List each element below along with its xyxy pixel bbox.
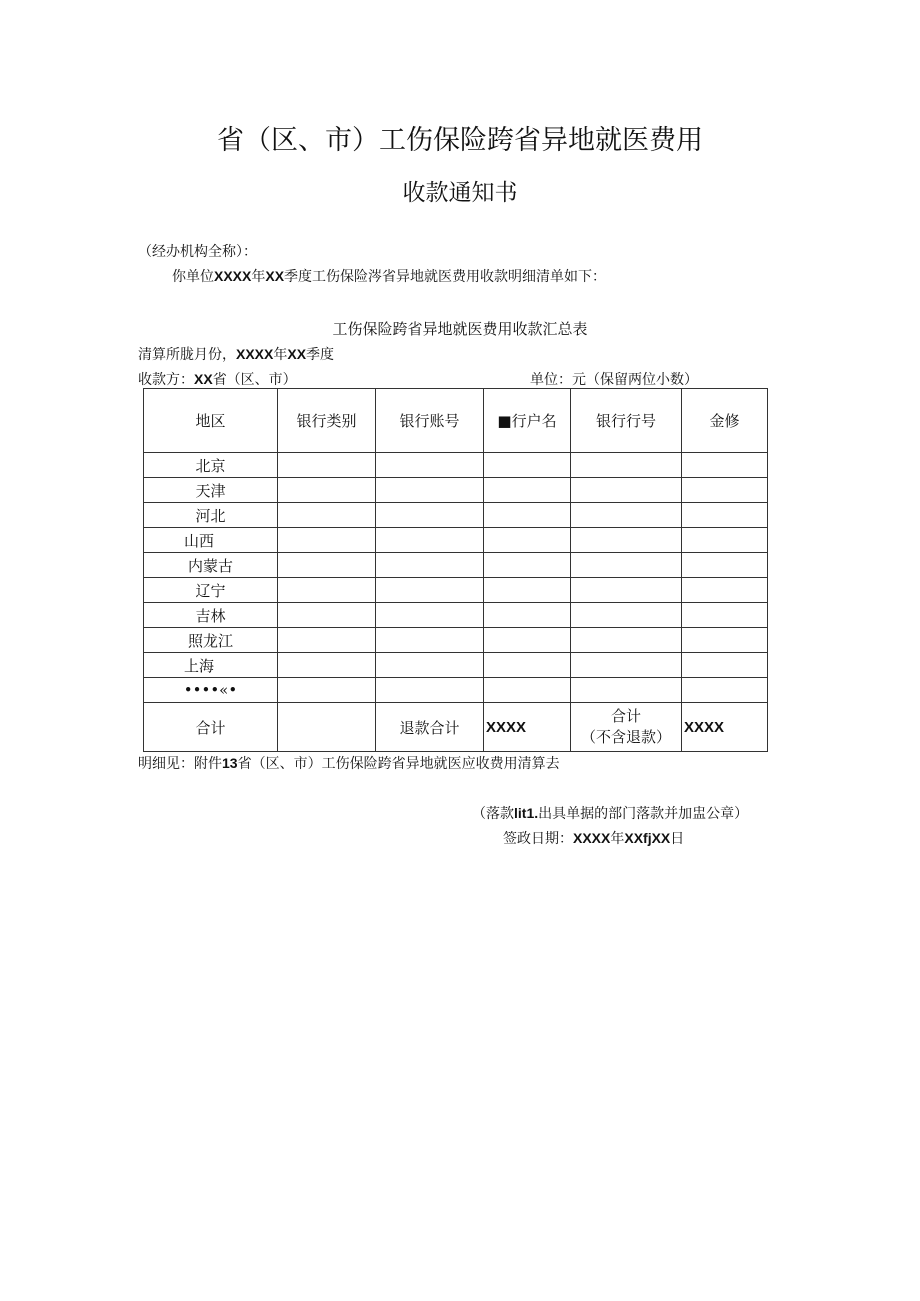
detail-note-num: 13 — [222, 755, 238, 771]
table-cell — [278, 628, 376, 653]
settlement-mid: 年 — [273, 347, 288, 363]
region-cell: 河北 — [144, 503, 278, 528]
intro-paragraph — [172, 266, 606, 286]
summary-table — [143, 388, 768, 752]
table-cell — [571, 478, 682, 503]
table-cell — [571, 628, 682, 653]
intro-mid: 年 — [251, 269, 266, 285]
table-cell — [278, 503, 376, 528]
table-cell — [484, 453, 571, 478]
stamp-note — [472, 803, 748, 823]
stamp-note-mid: lit1. — [514, 805, 539, 821]
stamp-note-prefix: （落款 — [472, 806, 514, 822]
total-row — [144, 703, 768, 752]
total-excl-refund-label — [571, 703, 682, 752]
column-header: 地区 — [144, 389, 278, 453]
region-cell: 吉林 — [144, 603, 278, 628]
table-cell — [484, 503, 571, 528]
table-cell — [682, 553, 768, 578]
table-cell — [484, 553, 571, 578]
column-header: ■行户名 — [484, 389, 571, 453]
table-cell — [278, 678, 376, 703]
table-row — [144, 678, 768, 703]
column-header: 银行类别 — [278, 389, 376, 453]
column-header: 银行账号 — [376, 389, 484, 453]
table-cell — [682, 578, 768, 603]
table-row — [144, 478, 768, 503]
total-excl-line2: （不含退款） — [580, 728, 671, 746]
region-cell: 上海 — [144, 653, 278, 678]
table-cell — [682, 478, 768, 503]
intro-quarter: XX — [265, 268, 285, 284]
document-title-line1: 省（区、市）工伤保险跨省异地就医费用 — [217, 125, 703, 156]
stamp-note-suffix: 出具单据的部门落款并加盅公章） — [538, 806, 749, 822]
payee-prefix: 收款方： — [138, 372, 194, 388]
table-cell — [376, 553, 484, 578]
unit-note: 单位：元（保留两位小数） — [530, 372, 698, 388]
sign-date-prefix: 签政日期： — [503, 831, 573, 847]
table-cell — [571, 603, 682, 628]
table-cell — [278, 703, 376, 752]
refund-total-label: 退款合计 — [376, 703, 484, 752]
settlement-prefix: 清算所胧月份， — [138, 347, 236, 363]
sign-date-rest: XXfjXX — [624, 830, 671, 846]
table-cell — [376, 478, 484, 503]
table-row — [144, 653, 768, 678]
table-cell — [278, 578, 376, 603]
table-cell — [682, 453, 768, 478]
settlement-year: XXXX — [236, 346, 274, 362]
table-cell — [571, 453, 682, 478]
table-cell — [571, 528, 682, 553]
table-cell — [376, 678, 484, 703]
table-cell — [571, 578, 682, 603]
table-cell — [571, 678, 682, 703]
column-header: 银行行号 — [571, 389, 682, 453]
total-excl-line1: 合计 — [610, 707, 641, 725]
intro-year: XXXX — [214, 268, 252, 284]
table-cell — [484, 528, 571, 553]
settlement-quarter: XX — [287, 346, 307, 362]
settlement-period — [138, 344, 334, 364]
table-cell — [278, 478, 376, 503]
region-cell: 北京 — [144, 453, 278, 478]
table-row — [144, 603, 768, 628]
detail-note — [138, 753, 560, 773]
table-cell — [484, 653, 571, 678]
total-value: XXXX — [682, 703, 768, 752]
table-title: 工伤保险跨省异地就医费用收款汇总表 — [332, 320, 588, 338]
payee-province: XX — [194, 371, 213, 387]
table-cell — [682, 503, 768, 528]
intro-prefix: 你单位 — [172, 269, 214, 285]
table-cell — [376, 653, 484, 678]
table-cell — [376, 453, 484, 478]
table-cell — [278, 603, 376, 628]
intro-suffix: 季度工伤保险涔省异地就医费用收款明细清单如下： — [284, 269, 607, 285]
sign-date-mid: 年 — [610, 831, 625, 847]
table-row — [144, 503, 768, 528]
region-cell: 天津 — [144, 478, 278, 503]
region-cell: 辽宁 — [144, 578, 278, 603]
table-cell — [484, 478, 571, 503]
table-cell — [376, 503, 484, 528]
payee-suffix: 省（区、市） — [212, 372, 297, 388]
table-cell — [484, 628, 571, 653]
region-cell: ••••«• — [144, 678, 278, 703]
settlement-suffix: 季度 — [306, 347, 335, 363]
table-row — [144, 628, 768, 653]
sign-date-year: XXXX — [573, 830, 611, 846]
table-cell — [682, 653, 768, 678]
region-cell: 山西 — [144, 528, 278, 553]
table-cell — [571, 553, 682, 578]
table-cell — [376, 528, 484, 553]
table-cell — [376, 578, 484, 603]
table-cell — [484, 603, 571, 628]
region-cell: 照龙江 — [144, 628, 278, 653]
table-cell — [682, 603, 768, 628]
table-cell — [682, 528, 768, 553]
table-row — [144, 578, 768, 603]
table-cell — [571, 503, 682, 528]
table-cell — [484, 678, 571, 703]
total-label: 合计 — [144, 703, 278, 752]
table-cell — [376, 603, 484, 628]
detail-note-prefix: 明细见：附件 — [138, 756, 222, 772]
document-title-line2: 收款通知书 — [402, 180, 518, 206]
table-row — [144, 528, 768, 553]
table-cell — [278, 653, 376, 678]
table-cell — [682, 628, 768, 653]
table-cell — [278, 528, 376, 553]
detail-note-suffix: 省（区、市）工伤保险跨省异地就医应收费用清算去 — [237, 756, 560, 772]
region-cell: 内蒙古 — [144, 553, 278, 578]
sign-date-suffix: 日 — [670, 831, 685, 847]
table-cell — [376, 628, 484, 653]
table-cell — [278, 553, 376, 578]
table-row — [144, 553, 768, 578]
table-row — [144, 453, 768, 478]
table-cell — [278, 453, 376, 478]
table-cell — [682, 678, 768, 703]
table-cell — [484, 578, 571, 603]
table-cell — [571, 653, 682, 678]
payee-line — [138, 369, 297, 389]
salutation: （经办机构全称）： — [138, 244, 257, 260]
sign-date — [503, 828, 684, 848]
column-header: 金修 — [682, 389, 768, 453]
refund-total-value: XXXX — [484, 703, 571, 752]
table-header-row — [144, 389, 768, 453]
